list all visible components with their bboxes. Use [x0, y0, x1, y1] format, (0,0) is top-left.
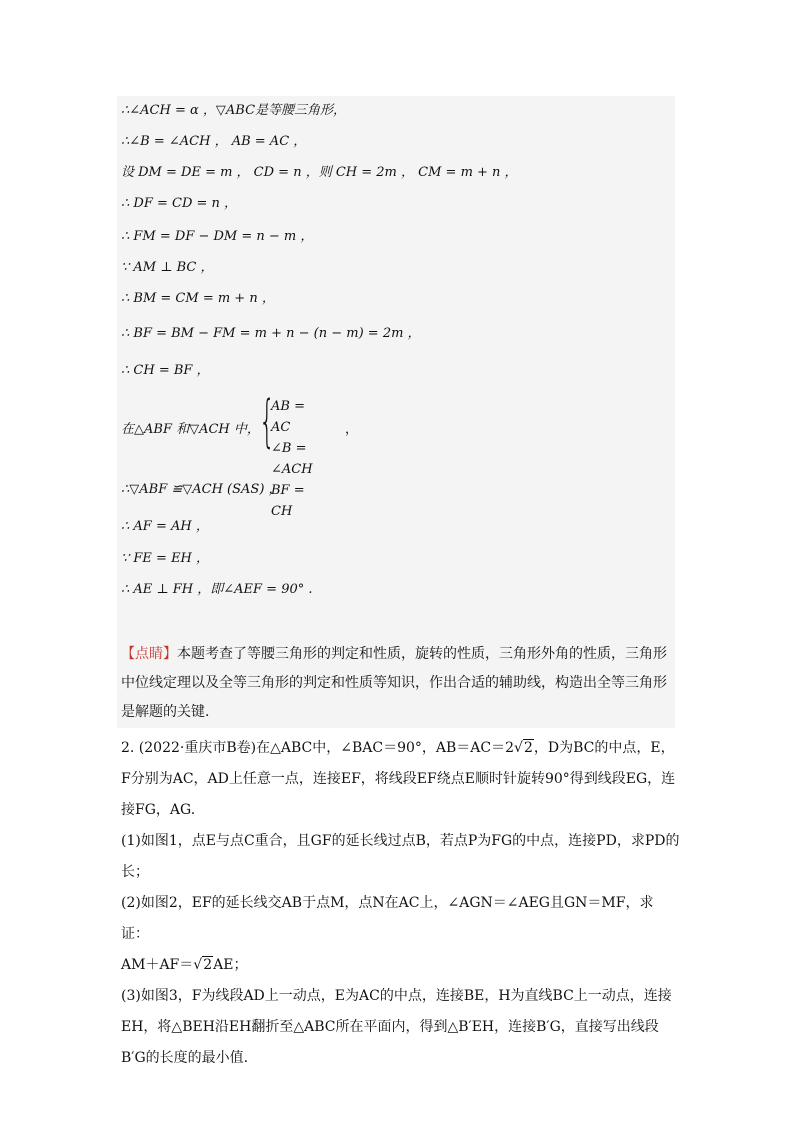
problem-stem-rest: ，D为BC的中点，E，F分别为AC，AD上任意一点，连接EF，将线段EF绕点E顺时针旋转90°得到线段EG，连接FG，AG.	[121, 740, 676, 818]
solution-line: ∴ AF = AH ，	[121, 519, 209, 534]
system-row: ∠B = ∠ACH	[271, 441, 313, 477]
question-2-text: (2)如图2，EF的延长线交AB于点M，点N在AC上，∠AGN＝∠AEG且GN＝MF，求证：	[121, 895, 654, 942]
solution-line: ∴ CH = BF ，	[121, 363, 210, 378]
problem-stem-text: 2. (2022·重庆市B卷)在△ABC中，∠BAC＝90°，AB＝AC＝2	[121, 740, 515, 756]
solution-line: ∴ DF = CD = n ，	[121, 196, 238, 211]
system-prefix: 在△ABF 和▽ACH 中，	[121, 422, 260, 437]
problem-stem: 2. (2022·重庆市B卷)在△ABC中，∠BAC＝90°，AB＝AC＝2√2，D为BC的中点，E，F分别为AC，AD上任意一点，连接EF，将线段EF绕点E顺时针旋转90°得到线段EG，连接FG，AG.	[121, 740, 676, 818]
system-row: AB = AC	[271, 399, 305, 435]
solution-line: ∵ FE = EH ，	[121, 551, 210, 566]
comment-paragraph	[121, 640, 671, 727]
question-1: (1)如图1，点E与点C重合，且GF的延长线过点B，若点P为FG的中点，连接PD，求PD的长；	[121, 833, 680, 880]
system-suffix: ，	[345, 422, 359, 437]
solution-line: ∵ AM ⊥ BC ，	[121, 260, 214, 275]
question-2: (2)如图2，EF的延长线交AB于点M，点N在AC上，∠AGN＝∠AEG且GN＝MF，求证： AM＋AF＝√2AE；	[121, 895, 654, 973]
solution-line: ∴ BM = CM = m + n ，	[121, 291, 275, 306]
system-row: BF = CH	[271, 483, 305, 519]
solution-line: ∴▽ABF ≌▽ACH (SAS) ，	[121, 482, 282, 497]
solution-line: ∴ AE ⊥ FH ，即∠AEF = 90° .	[121, 582, 313, 597]
solution-line: ∴ FM = DF − DM = n − m ，	[121, 229, 314, 244]
question-2-eq-pre: AM＋AF＝	[121, 957, 194, 973]
question-2-eq-post: AE；	[213, 957, 248, 973]
comment-tag: 【点睛】	[121, 646, 177, 662]
solution-line: 设 DM = DE = m ， CD = n ，则 CH = 2m ， CM = m + n ，	[121, 165, 518, 180]
sqrt-radicand: 2	[203, 957, 213, 973]
solution-block	[117, 96, 675, 728]
left-brace-icon: {	[259, 389, 276, 454]
solution-line: ∴∠B = ∠ACH ， AB = AC ，	[121, 134, 307, 149]
comment-text: 本题考查了等腰三角形的判定和性质，旋转的性质，三角形外角的性质，三角形中位线定理以及全等三角形的判定和性质等知识，作出合适的辅助线，构造出全等三角形是解题的关键.	[121, 646, 667, 720]
question-3: (3)如图3，F为线段AD上一动点，E为AC的中点，连接BE，H为直线BC上一动点，连接EH，将△BEH沿EH翻折至△ABC所在平面内，得到△B′EH，连接B′G，直接写出线段B′G的长度的最小值.	[121, 988, 672, 1066]
system-rows	[271, 396, 313, 522]
problem-block	[121, 733, 681, 1074]
solution-line: ∴ BF = BM − FM = m + n − (n − m) = 2m ，	[121, 326, 421, 341]
solution-line: ∴∠ACH = α ，▽ABC是等腰三角形，	[121, 103, 347, 118]
sqrt-radicand: 2	[523, 740, 533, 756]
